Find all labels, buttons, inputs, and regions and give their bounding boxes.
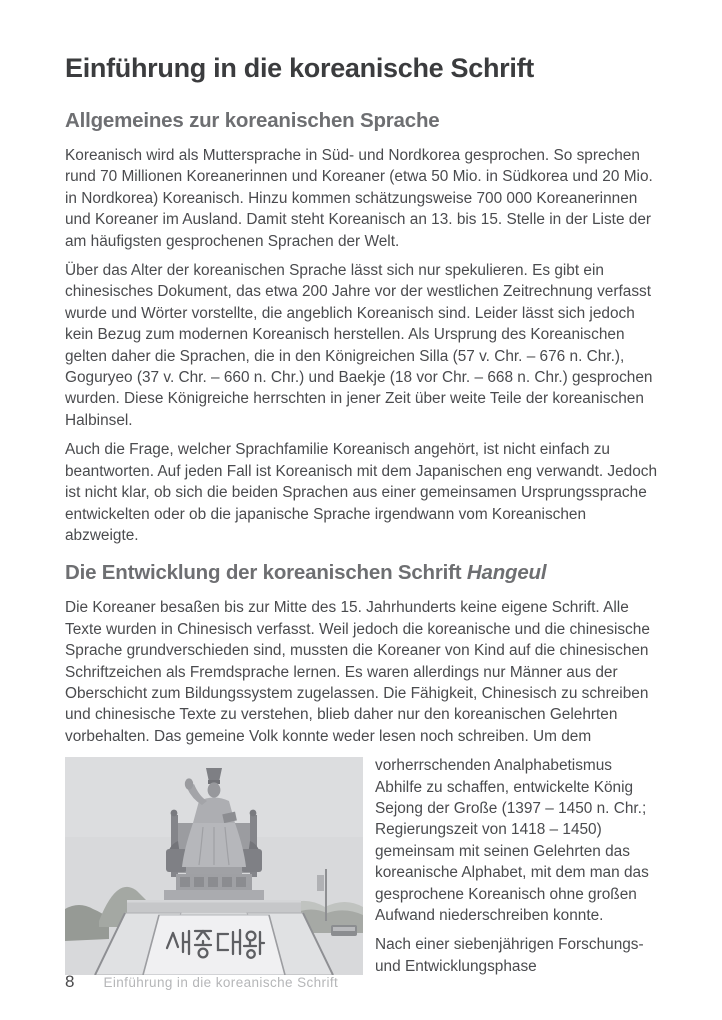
paragraph: Die Koreaner besaßen bis zur Mitte des 15. Jahrhunderts keine eigene Schrift. Alle Texte wurden in Chinesisch verfasst. Weil jedoch die koreanische und die chinesische Sprache grundverschieden sind, mussten die Koreaner von Kind auf die chinesischen Schriftzeichen als Fremdsprache lernen. Es waren allerdings nur Männer aus der Oberschicht zum Bildungssystem zugelassen. Die Fähigkeit, Chinesisch zu schreiben und chinesische Texte zu verstehen, blieb daher nur den koreanischen Gelehrten vorbehalten. Das gemeine Volk konnte weder lesen noch schreiben. Um dem — [65, 599, 650, 745]
running-title: Einführung in die koreanische Schrift — [103, 975, 339, 990]
sejong-statue-photo — [65, 757, 363, 975]
head — [208, 783, 221, 798]
paragraph-wrapped: vorherrschenden Analphabetismus Abhilfe zu schaffen, entwickelte König Sejong der Große (1397 – 1450 n. Chr.; Regierungszeit von 1418 – 1450) gemeinsam mit seinen Gelehrten das koreanische Alphabet, mit dem man das gesprochene Koreanisch ohne großen Aufwand niederschreiben konnte. — [375, 757, 649, 924]
lamp-post — [325, 869, 327, 921]
paragraph-wrapped: Nach einer siebenjährigen Forschungs- und Entwicklungsphase — [375, 936, 644, 975]
heading-main-text: Die Entwicklung der koreanischen Schrift — [65, 561, 462, 585]
page-content — [65, 52, 661, 985]
section-entwicklung — [65, 560, 661, 985]
paragraph: Auch die Frage, welcher Sprachfamilie Koreanisch angehört, ist nicht einfach zu beantworten. Auf jeden Fall ist Koreanisch mit dem Japanischen eng verwandt. Jedoch ist nicht klar, ob sich die beiden Sprachen aus einer gemeinsamen Ursprungssprache entwickelten oder ob die japanische Sprache irgendwann vom Koreanischen abzweigte. — [65, 441, 658, 544]
page-number: 8 — [65, 972, 75, 991]
statue-base-slab — [164, 890, 264, 900]
page-title: Einführung in die koreanische Schrift — [65, 53, 534, 83]
lamp-banner — [317, 875, 324, 891]
section-heading-allgemeines: Allgemeines zur koreanischen Sprache — [65, 109, 440, 132]
section-allgemeines — [65, 108, 661, 546]
paragraph: Über das Alter der koreanischen Sprache lässt sich nur spekulieren. Es gibt ein chinesisches Dokument, das etwa 200 Jahre vor der westlichen Zeitrechnung verfasst wurde und Wörter vorstellte, die angeblich Koreanisch sind. Leider lässt sich jedoch kein Bezug zum modernen Koreanisch herstellen. Als Ursprung des Koreanischen gelten daher die Sprachen, die in den Königreichen Silla (57 v. Chr. – 676 n. Chr.), Goguryeo (37 v. Chr. – 660 n. Chr.) und Baekje (18 vor Chr. – 668 n. Chr.) gesprochen wurden. Diese Königreiche herrschten in jener Zeit über weite Teile der koreanischen Halbinsel. — [65, 262, 653, 429]
section-heading-entwicklung — [65, 560, 661, 585]
heading-italic-hangeul: Hangeul — [466, 561, 547, 585]
pedestal — [95, 900, 333, 975]
pedestal-face — [143, 915, 285, 975]
page-footer — [65, 972, 338, 992]
figure-text-wrap-zone — [65, 755, 661, 985]
sejong-statue-illustration — [65, 757, 363, 975]
paragraph: Koreanisch wird als Muttersprache in Süd- und Nordkorea gesprochen. So sprechen rund 70 Millionen Koreanerinnen und Koreaner (etwa 50 Mio. in Südkorea und 20 Mio. in Nordkorea) Koreanisch. Hinzu kommen schätzungsweise 700 000 Koreanerinnen und Koreaner im Ausland. Damit steht Koreanisch an 13. bis 15. Stelle in der Liste der am häufigsten gesprochenen Sprachen der Welt. — [65, 147, 653, 250]
